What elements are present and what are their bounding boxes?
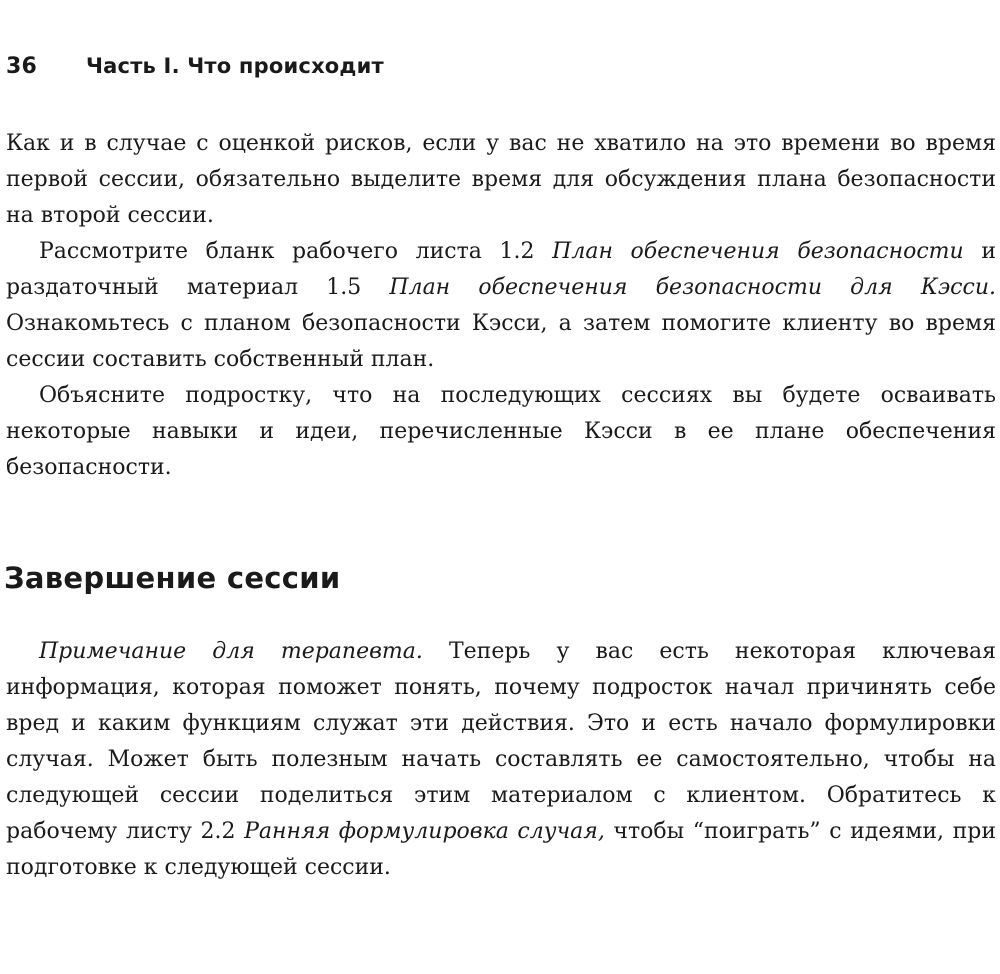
section-heading: Завершение сессии bbox=[4, 561, 341, 595]
text-run: Теперь у вас есть некоторая ключевая информация, которая поможет понять, почему подросток начал причинять себе вред и каким функциям служат эти действия. Это и есть начало формулировки случая. Может быть полезным начать составлять ее самостоятельно, чтобы на следующей сессии поделиться этим материалом с клиентом. Обратитесь к рабочему листу 2.2 bbox=[6, 639, 996, 844]
text-run: и раздаточный материал 1.5 bbox=[6, 239, 996, 300]
italic-title-run: План обеспечения безопасности bbox=[552, 239, 964, 264]
text-run: Рассмотрите бланк рабочего листа 1.2 bbox=[39, 239, 553, 264]
paragraph-explain-skills: Объясните подростку, что на последующих сессиях вы будете осваивать некоторые навыки и идеи, перечисленные Кэсси в ее плане обеспечения безопасности. bbox=[6, 383, 996, 480]
running-head bbox=[6, 52, 384, 81]
paragraph-safety-plan-time: Как и в случае с оценкой рисков, если у вас не хватило на это времени во время первой сессии, обязательно выделите время для обсуждения плана безопасности на второй сессии. bbox=[6, 131, 996, 228]
italic-title-run: План обеспечения безопасности для Кэсси. bbox=[389, 275, 996, 300]
paragraph-worksheet-review bbox=[6, 234, 996, 378]
paragraph-therapist-note bbox=[6, 634, 996, 886]
text-run: чтобы “поиграть” с идеями, при подготовке к следующей сессии. bbox=[6, 819, 996, 880]
italic-title-run: Ранняя формулировка случая, bbox=[244, 819, 605, 844]
italic-note-label: Примечание для терапевта. bbox=[39, 639, 423, 664]
running-title: Часть I. Что происходит bbox=[86, 54, 384, 78]
page-number: 36 bbox=[6, 54, 38, 79]
text-run: Ознакомьтесь с планом безопасности Кэсси, а затем помогите клиенту во время сессии составить собственный план. bbox=[6, 311, 996, 372]
